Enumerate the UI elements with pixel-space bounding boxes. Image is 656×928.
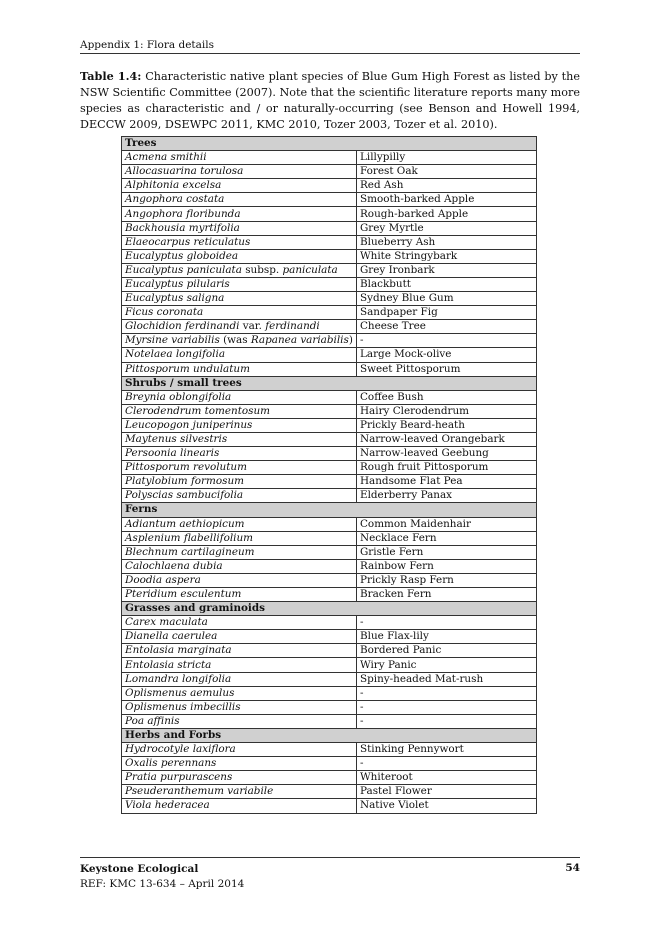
common-name-cell: -	[356, 757, 536, 771]
common-name-cell: Forest Oak	[356, 165, 536, 179]
scientific-name-part: Myrsine variabilis	[125, 334, 220, 347]
scientific-name-part: Adiantum aethiopicum	[125, 517, 245, 530]
scientific-name-cell	[122, 151, 357, 165]
common-name-cell: White Stringybark	[356, 249, 536, 263]
scientific-name-part: Oplismenus aemulus	[125, 686, 235, 699]
page-number: 54	[565, 862, 580, 874]
scientific-name-cell	[122, 263, 357, 277]
common-name-cell: Red Ash	[356, 179, 536, 193]
scientific-name-part: var.	[239, 320, 266, 333]
table-row	[122, 334, 537, 348]
scientific-name-cell	[122, 418, 357, 432]
common-name-cell: Large Mock-olive	[356, 348, 536, 362]
scientific-name-cell	[122, 531, 357, 545]
common-name-cell: Spiny-headed Mat-rush	[356, 672, 536, 686]
common-name-cell: Blue Flax-lily	[356, 630, 536, 644]
table-row	[122, 151, 537, 165]
common-name-cell: Prickly Beard-heath	[356, 418, 536, 432]
scientific-name-cell	[122, 785, 357, 799]
common-name-cell: Blackbutt	[356, 277, 536, 291]
scientific-name-cell	[122, 489, 357, 503]
scientific-name-part: Allocasuarina torulosa	[125, 165, 244, 178]
scientific-name-cell	[122, 404, 357, 418]
section-title: Trees	[122, 137, 537, 151]
table-row	[122, 277, 537, 291]
table-row	[122, 235, 537, 249]
scientific-name-cell	[122, 573, 357, 587]
flora-table	[121, 136, 537, 814]
scientific-name-part: Doodia aspera	[125, 573, 201, 586]
common-name-cell: Hairy Clerodendrum	[356, 404, 536, 418]
table-row	[122, 292, 537, 306]
scientific-name-part: subsp.	[241, 263, 283, 276]
scientific-name-cell	[122, 658, 357, 672]
table-row	[122, 658, 537, 672]
common-name-cell: Grey Ironbark	[356, 263, 536, 277]
common-name-cell: Wiry Panic	[356, 658, 536, 672]
table-row	[122, 362, 537, 376]
scientific-name-part: Maytenus silvestris	[125, 433, 228, 446]
table-row	[122, 799, 537, 813]
scientific-name-part: Backhousia myrtifolia	[125, 221, 240, 234]
scientific-name-part: )	[348, 334, 353, 347]
footer-divider	[80, 857, 580, 858]
common-name-cell: Cheese Tree	[356, 320, 536, 334]
scientific-name-part: Angophora costata	[125, 193, 225, 206]
scientific-name-part: Poa affinis	[125, 714, 180, 727]
common-name-cell: Pastel Flower	[356, 785, 536, 799]
scientific-name-cell	[122, 306, 357, 320]
common-name-cell: Stinking Pennywort	[356, 743, 536, 757]
common-name-cell: Necklace Fern	[356, 531, 536, 545]
scientific-name-part: Eucalyptus globoidea	[125, 249, 239, 262]
table-row	[122, 193, 537, 207]
common-name-cell: -	[356, 700, 536, 714]
scientific-name-part: Rapanea variabilis	[250, 334, 349, 347]
common-name-cell: Bordered Panic	[356, 644, 536, 658]
scientific-name-part: Oxalis perennans	[125, 757, 217, 770]
scientific-name-cell	[122, 320, 357, 334]
scientific-name-part: Notelaea longifolia	[125, 348, 226, 361]
footer-organisation: Keystone Ecological	[80, 863, 199, 875]
scientific-name-part: Persoonia linearis	[125, 447, 220, 460]
scientific-name-part: Entolasia stricta	[125, 658, 212, 671]
common-name-cell: Blueberry Ash	[356, 235, 536, 249]
scientific-name-cell	[122, 432, 357, 446]
footer-reference: REF: KMC 13-634 – April 2014	[80, 878, 245, 890]
table-row	[122, 531, 537, 545]
scientific-name-part: Dianella caerulea	[125, 630, 218, 643]
table-row	[122, 771, 537, 785]
table-row	[122, 573, 537, 587]
scientific-name-cell	[122, 743, 357, 757]
scientific-name-part: Eucalyptus pilularis	[125, 277, 230, 290]
common-name-cell: Narrow-leaved Orangebark	[356, 432, 536, 446]
scientific-name-cell	[122, 616, 357, 630]
table-row	[122, 489, 537, 503]
scientific-name-cell	[122, 672, 357, 686]
table-row	[122, 686, 537, 700]
scientific-name-cell	[122, 221, 357, 235]
table-row	[122, 447, 537, 461]
scientific-name-part: Entolasia marginata	[125, 644, 232, 657]
section-header-row	[122, 137, 537, 151]
scientific-name-part: Elaeocarpus reticulatus	[125, 235, 251, 248]
table-row	[122, 390, 537, 404]
scientific-name-part: Acmena smithii	[125, 151, 207, 164]
scientific-name-cell	[122, 207, 357, 221]
scientific-name-part: Polyscias sambucifolia	[125, 489, 244, 502]
table-row	[122, 348, 537, 362]
scientific-name-cell	[122, 686, 357, 700]
scientific-name-part: Viola hederacea	[125, 799, 210, 812]
scientific-name-part: Alphitonia excelsa	[125, 179, 222, 192]
table-row	[122, 616, 537, 630]
scientific-name-part: Pratia purpurascens	[125, 771, 233, 784]
common-name-cell: Rough-barked Apple	[356, 207, 536, 221]
table-row	[122, 757, 537, 771]
table-row	[122, 207, 537, 221]
common-name-cell: Narrow-leaved Geebung	[356, 447, 536, 461]
common-name-cell: Bracken Fern	[356, 588, 536, 602]
common-name-cell: Rainbow Fern	[356, 559, 536, 573]
common-name-cell: -	[356, 616, 536, 630]
scientific-name-part: Angophora floribunda	[125, 207, 241, 220]
table-row	[122, 320, 537, 334]
scientific-name-cell	[122, 475, 357, 489]
common-name-cell: Gristle Fern	[356, 545, 536, 559]
table-row	[122, 165, 537, 179]
footer-left	[80, 862, 244, 892]
scientific-name-cell	[122, 348, 357, 362]
scientific-name-cell	[122, 277, 357, 291]
common-name-cell: Grey Myrtle	[356, 221, 536, 235]
scientific-name-part: Eucalyptus saligna	[125, 292, 225, 305]
common-name-cell: -	[356, 686, 536, 700]
scientific-name-cell	[122, 545, 357, 559]
table-row	[122, 559, 537, 573]
scientific-name-cell	[122, 165, 357, 179]
caption-text: Characteristic native plant species of Blue Gum High Forest as listed by the NSW Scientific Committee (2007). Note that the scientific literature reports many more species as characteristic and / or naturally-occurring (see Benson and Howell 1994, DECCW 2009, DSEWPC 2011, KMC 2010, Tozer 2003, Tozer et al. 2010).	[80, 70, 580, 131]
common-name-cell: Sweet Pittosporum	[356, 362, 536, 376]
common-name-cell: Lillypilly	[356, 151, 536, 165]
table-row	[122, 785, 537, 799]
scientific-name-cell	[122, 559, 357, 573]
table-row	[122, 306, 537, 320]
scientific-name-part: Platylobium formosum	[125, 475, 245, 488]
section-title: Ferns	[122, 503, 537, 517]
scientific-name-cell	[122, 292, 357, 306]
scientific-name-part: Oplismenus imbecillis	[125, 700, 241, 713]
scientific-name-part: Lomandra longifolia	[125, 672, 232, 685]
table-caption	[80, 68, 580, 133]
table-row	[122, 630, 537, 644]
common-name-cell: Prickly Rasp Fern	[356, 573, 536, 587]
scientific-name-part: paniculata	[282, 263, 338, 276]
table-row	[122, 461, 537, 475]
scientific-name-cell	[122, 714, 357, 728]
scientific-name-cell	[122, 757, 357, 771]
common-name-cell: Common Maidenhair	[356, 517, 536, 531]
table-row	[122, 743, 537, 757]
scientific-name-part: Ficus coronata	[125, 306, 204, 319]
table-row	[122, 249, 537, 263]
table-row	[122, 475, 537, 489]
scientific-name-cell	[122, 517, 357, 531]
table-row	[122, 672, 537, 686]
section-title: Shrubs / small trees	[122, 376, 537, 390]
scientific-name-part: Breynia oblongifolia	[125, 390, 232, 403]
flora-table-body	[122, 137, 537, 814]
scientific-name-cell	[122, 799, 357, 813]
common-name-cell: Sandpaper Fig	[356, 306, 536, 320]
table-row	[122, 432, 537, 446]
page-header: Appendix 1: Flora details	[80, 39, 580, 54]
table-row	[122, 588, 537, 602]
section-title: Herbs and Forbs	[122, 728, 537, 742]
scientific-name-cell	[122, 390, 357, 404]
common-name-cell: Native Violet	[356, 799, 536, 813]
scientific-name-cell	[122, 334, 357, 348]
scientific-name-part: Eucalyptus paniculata	[125, 263, 242, 276]
scientific-name-part: Pittosporum revolutum	[125, 461, 247, 474]
table-row	[122, 179, 537, 193]
table-row	[122, 517, 537, 531]
scientific-name-part: Carex maculata	[125, 616, 208, 629]
scientific-name-cell	[122, 447, 357, 461]
table-row	[122, 644, 537, 658]
common-name-cell: Elderberry Panax	[356, 489, 536, 503]
scientific-name-part: Blechnum cartilagineum	[125, 545, 255, 558]
scientific-name-cell	[122, 644, 357, 658]
section-header-row	[122, 602, 537, 616]
section-header-row	[122, 503, 537, 517]
common-name-cell: -	[356, 334, 536, 348]
scientific-name-part: Pteridium esculentum	[125, 588, 242, 601]
scientific-name-part: ferdinandi	[265, 320, 320, 333]
common-name-cell: Sydney Blue Gum	[356, 292, 536, 306]
scientific-name-cell	[122, 193, 357, 207]
common-name-cell: Coffee Bush	[356, 390, 536, 404]
scientific-name-part: Clerodendrum tomentosum	[125, 404, 271, 417]
table-row	[122, 700, 537, 714]
table-row	[122, 418, 537, 432]
section-title: Grasses and graminoids	[122, 602, 537, 616]
common-name-cell: Whiteroot	[356, 771, 536, 785]
scientific-name-cell	[122, 461, 357, 475]
section-header-row	[122, 376, 537, 390]
scientific-name-part: Glochidion ferdinandi	[125, 320, 240, 333]
table-row	[122, 714, 537, 728]
scientific-name-cell	[122, 235, 357, 249]
common-name-cell: Smooth-barked Apple	[356, 193, 536, 207]
scientific-name-cell	[122, 362, 357, 376]
scientific-name-cell	[122, 588, 357, 602]
scientific-name-part: Leucopogon juniperinus	[125, 418, 253, 431]
table-row	[122, 263, 537, 277]
scientific-name-part: Calochlaena dubia	[125, 559, 223, 572]
scientific-name-cell	[122, 630, 357, 644]
common-name-cell: -	[356, 714, 536, 728]
table-label: Table 1.4:	[80, 69, 142, 83]
table-row	[122, 404, 537, 418]
table-row	[122, 545, 537, 559]
common-name-cell: Handsome Flat Pea	[356, 475, 536, 489]
scientific-name-part: Hydrocotyle laxiflora	[125, 743, 236, 756]
scientific-name-cell	[122, 771, 357, 785]
scientific-name-cell	[122, 700, 357, 714]
scientific-name-part: Asplenium flabellifolium	[125, 531, 254, 544]
scientific-name-part: Pseuderanthemum variabile	[125, 785, 274, 798]
scientific-name-cell	[122, 179, 357, 193]
table-row	[122, 221, 537, 235]
section-header-row	[122, 728, 537, 742]
scientific-name-part: (was	[219, 334, 251, 347]
scientific-name-part: Pittosporum undulatum	[125, 362, 250, 375]
scientific-name-cell	[122, 249, 357, 263]
common-name-cell: Rough fruit Pittosporum	[356, 461, 536, 475]
